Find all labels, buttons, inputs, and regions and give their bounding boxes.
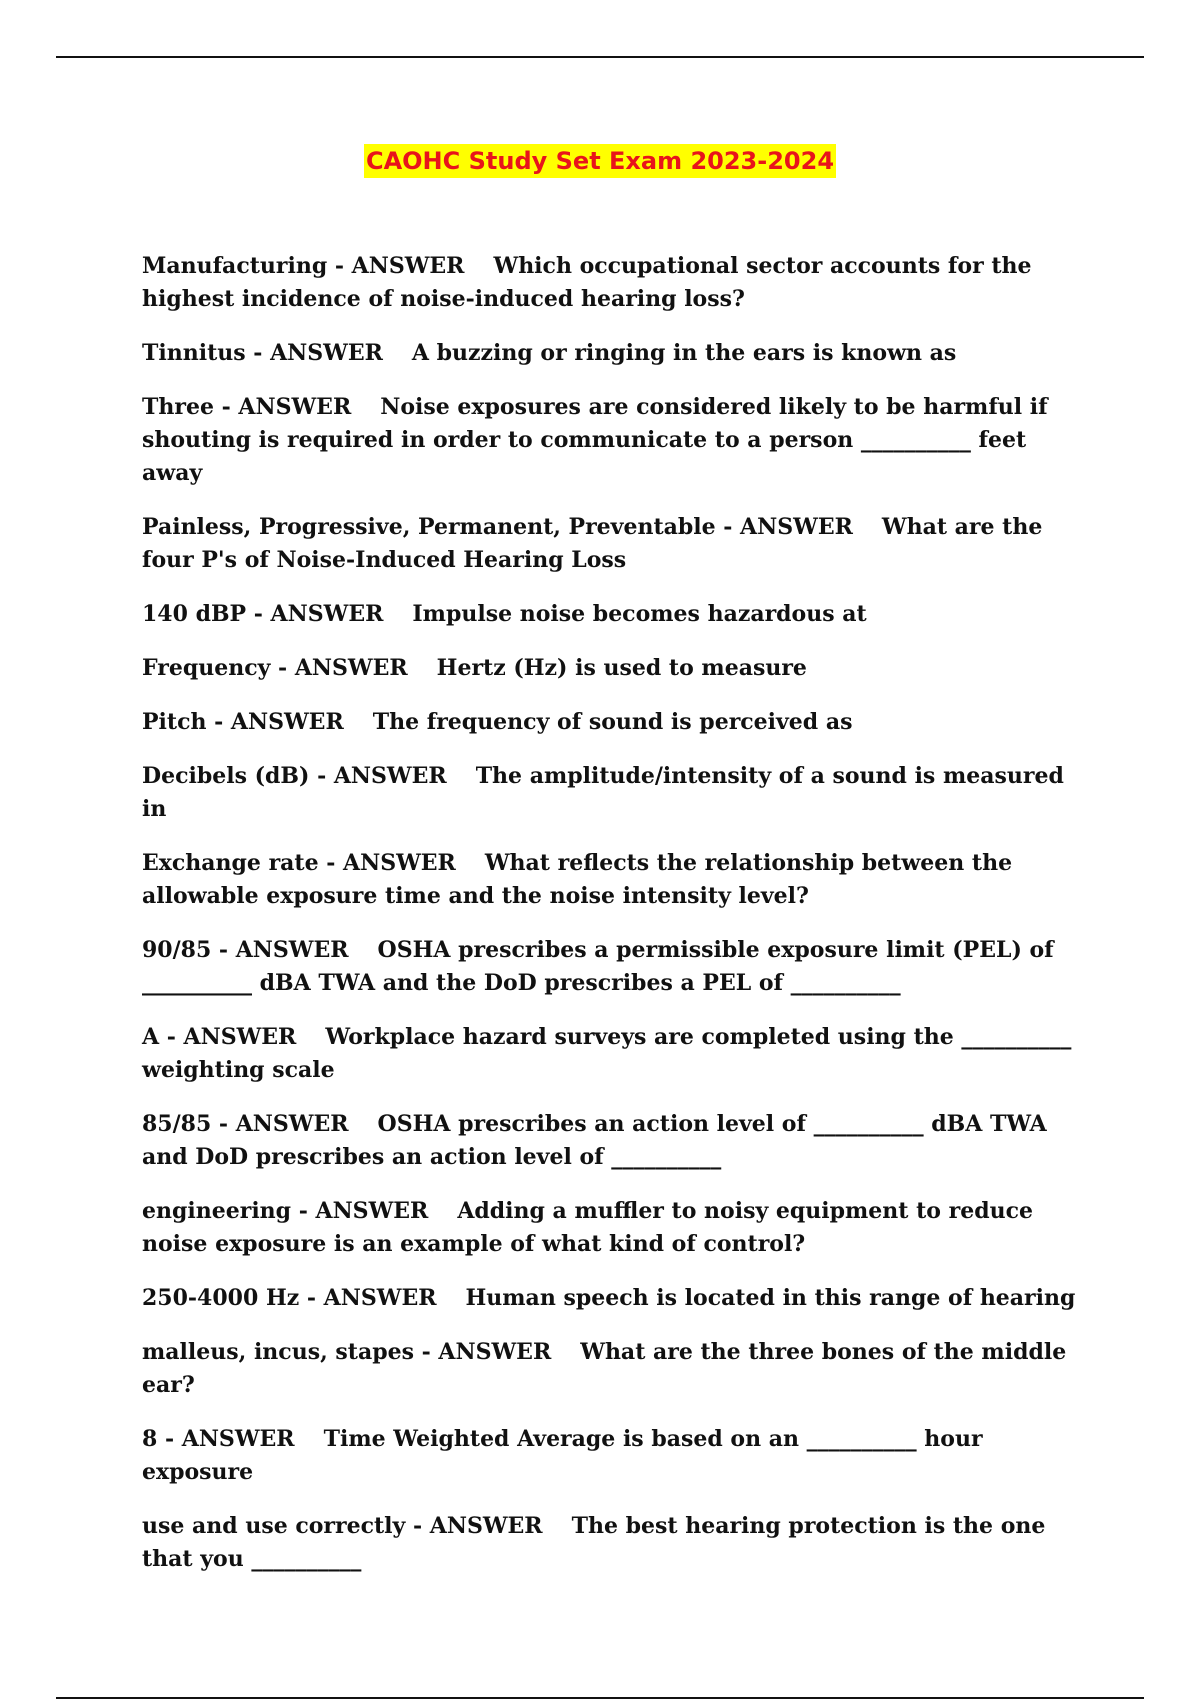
document-title: CAOHC Study Set Exam 2023-2024 <box>364 144 836 178</box>
qa-item <box>142 760 1092 826</box>
question-text: Noise exposures are considered likely to be harmful if shouting is required in order to communicate to a person __________ feet away <box>142 394 1048 486</box>
answer-text: Pitch - ANSWER <box>142 709 344 735</box>
qa-item <box>142 598 1092 631</box>
answer-text: Decibels (dB) - ANSWER <box>142 763 447 789</box>
qa-item <box>142 934 1092 1000</box>
question-text: A buzzing or ringing in the ears is known as <box>411 340 957 366</box>
qa-item <box>142 250 1092 316</box>
question-text: OSHA prescribes a permissible exposure limit (PEL) of __________ dBA TWA and the DoD prescribes a PEL of __________ <box>142 937 1054 996</box>
question-text: Workplace hazard surveys are completed using the __________ weighting scale <box>142 1024 1072 1083</box>
answer-text: 8 - ANSWER <box>142 1426 295 1452</box>
qa-item <box>142 706 1092 739</box>
answer-text: A - ANSWER <box>142 1024 297 1050</box>
question-text: What are the four P's of Noise-Induced Hearing Loss <box>142 514 1043 573</box>
question-text: Time Weighted Average is based on an __________ hour exposure <box>142 1426 983 1485</box>
question-text: The frequency of sound is perceived as <box>372 709 853 735</box>
qa-list <box>142 250 1092 1597</box>
qa-item <box>142 1195 1092 1261</box>
question-text: The amplitude/intensity of a sound is measured in <box>142 763 1064 822</box>
question-text: Impulse noise becomes hazardous at <box>412 601 867 627</box>
question-text: What are the three bones of the middle ear? <box>142 1339 1067 1398</box>
answer-text: Frequency - ANSWER <box>142 655 408 681</box>
top-rule <box>56 56 1144 58</box>
qa-item <box>142 1336 1092 1402</box>
question-text: Adding a muffler to noisy equipment to reduce noise exposure is an example of what kind of control? <box>142 1198 1033 1257</box>
question-text: The best hearing protection is the one that you __________ <box>142 1513 1046 1572</box>
answer-text: Exchange rate - ANSWER <box>142 850 456 876</box>
question-text: Human speech is located in this range of hearing <box>465 1285 1076 1311</box>
answer-text: Tinnitus - ANSWER <box>142 340 383 366</box>
answer-text: Manufacturing - ANSWER <box>142 253 465 279</box>
qa-item <box>142 1108 1092 1174</box>
question-text: OSHA prescribes an action level of __________ dBA TWA and DoD prescribes an action level of __________ <box>142 1111 1047 1170</box>
answer-text: Painless, Progressive, Permanent, Preventable - ANSWER <box>142 514 853 540</box>
qa-item <box>142 1021 1092 1087</box>
question-text: What reflects the relationship between the allowable exposure time and the noise intensity level? <box>142 850 1013 909</box>
answer-text: 90/85 - ANSWER <box>142 937 349 963</box>
answer-text: malleus, incus, stapes - ANSWER <box>142 1339 552 1365</box>
answer-text: engineering - ANSWER <box>142 1198 429 1224</box>
answer-text: 85/85 - ANSWER <box>142 1111 349 1137</box>
qa-item <box>142 511 1092 577</box>
answer-text: 250-4000 Hz - ANSWER <box>142 1285 437 1311</box>
qa-item <box>142 847 1092 913</box>
qa-item <box>142 1423 1092 1489</box>
question-text: Which occupational sector accounts for the highest incidence of noise-induced hearing loss? <box>142 253 1032 312</box>
qa-item <box>142 337 1092 370</box>
answer-text: use and use correctly - ANSWER <box>142 1513 543 1539</box>
title-container <box>0 144 1200 178</box>
qa-item <box>142 391 1092 490</box>
answer-text: 140 dBP - ANSWER <box>142 601 384 627</box>
question-text: Hertz (Hz) is used to measure <box>436 655 807 681</box>
qa-item <box>142 1282 1092 1315</box>
bottom-rule <box>56 1697 1144 1699</box>
qa-item <box>142 652 1092 685</box>
answer-text: Three - ANSWER <box>142 394 352 420</box>
qa-item <box>142 1510 1092 1576</box>
